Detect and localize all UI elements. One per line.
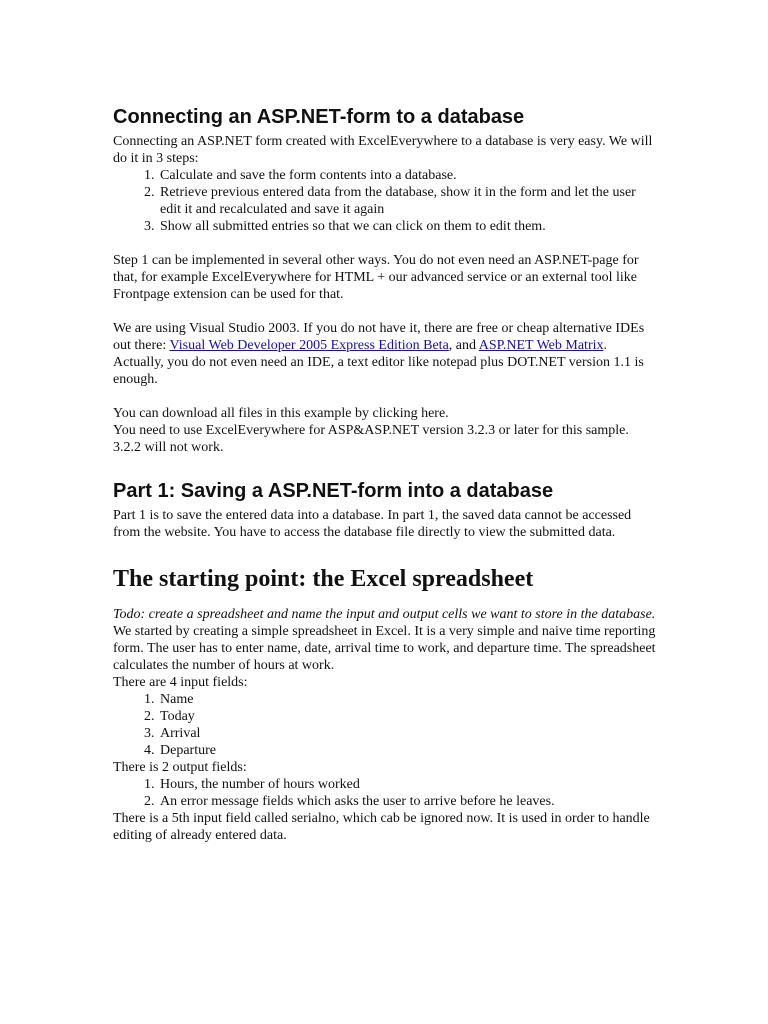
- version-paragraph: You need to use ExcelEverywhere for ASP&ASP.NET version 3.2.3 or later for this sample. 3.2.2 will not work.: [113, 423, 629, 455]
- list-item: 2. Retrieve previous entered data from the database, show it in the form and let the user edit it and recalculated and save it again: [158, 184, 658, 218]
- output-fields-intro: There is 2 output fields:: [113, 760, 247, 775]
- download-paragraph: You can download all files in this example by clicking here.: [113, 406, 449, 421]
- starting-point-heading: The starting point: the Excel spreadsheet: [113, 566, 534, 592]
- steps-list: [113, 167, 658, 235]
- list-item: 3. Arrival: [158, 725, 658, 742]
- list-item: 2. Today: [158, 708, 658, 725]
- serialno-paragraph: There is a 5th input field called serialno, which cab be ignored now. It is used in order to handle editing of already entered data.: [113, 811, 650, 843]
- ide-text-before: We are using Visual Studio 2003. If you do not have it, there are free or cheap alternative IDEs out there:: [113, 321, 645, 353]
- step1-paragraph: Step 1 can be implemented in several other ways. You do not even need an ASP.NET-page for that, for example ExcelEverywhere for HTML + our advanced service or an external tool like Frontpage extension can be used for that.: [113, 253, 639, 302]
- list-item: 3. Show all submitted entries so that we can click on them to edit them.: [158, 218, 658, 235]
- page-title: Connecting an ASP.NET-form to a database: [113, 106, 525, 128]
- ide-text-middle: , and: [448, 338, 479, 353]
- part1-heading: Part 1: Saving a ASP.NET-form into a database: [113, 480, 554, 502]
- list-item: 1. Name: [158, 691, 658, 708]
- output-fields-list: [113, 776, 658, 810]
- todo-text: Todo: create a spreadsheet and name the input and output cells we want to store in the database.: [113, 607, 656, 622]
- intro-paragraph: Connecting an ASP.NET form created with ExcelEverywhere to a database is very easy. We will do it in 3 steps:: [113, 134, 653, 166]
- todo-note: [113, 606, 658, 623]
- list-item: 1. Calculate and save the form contents into a database.: [158, 167, 658, 184]
- description-paragraph: We started by creating a simple spreadsheet in Excel. It is a very simple and naive time reporting form. The user has to enter name, date, arrival time to work, and departure time. The spreadsheet calculates the number of hours at work.: [113, 624, 656, 673]
- document-content: [113, 105, 658, 844]
- ide-text-after: . Actually, you do not even need an IDE, a text editor like notepad plus DOT.NET version 1.1 is enough.: [113, 338, 644, 387]
- visual-web-developer-link[interactable]: Visual Web Developer 2005 Express Edition Beta: [169, 338, 449, 353]
- web-matrix-link[interactable]: ASP.NET Web Matrix: [478, 338, 604, 353]
- list-item: 4. Departure: [158, 742, 658, 759]
- ide-paragraph: [113, 320, 658, 388]
- input-fields-intro: There are 4 input fields:: [113, 675, 248, 690]
- part1-paragraph: Part 1 is to save the entered data into a database. In part 1, the saved data cannot be accessed from the website. You have to access the database file directly to view the submitted data.: [113, 508, 632, 540]
- input-fields-list: [113, 691, 658, 759]
- list-item: 2. An error message fields which asks the user to arrive before he leaves.: [158, 793, 658, 810]
- list-item: 1. Hours, the number of hours worked: [158, 776, 658, 793]
